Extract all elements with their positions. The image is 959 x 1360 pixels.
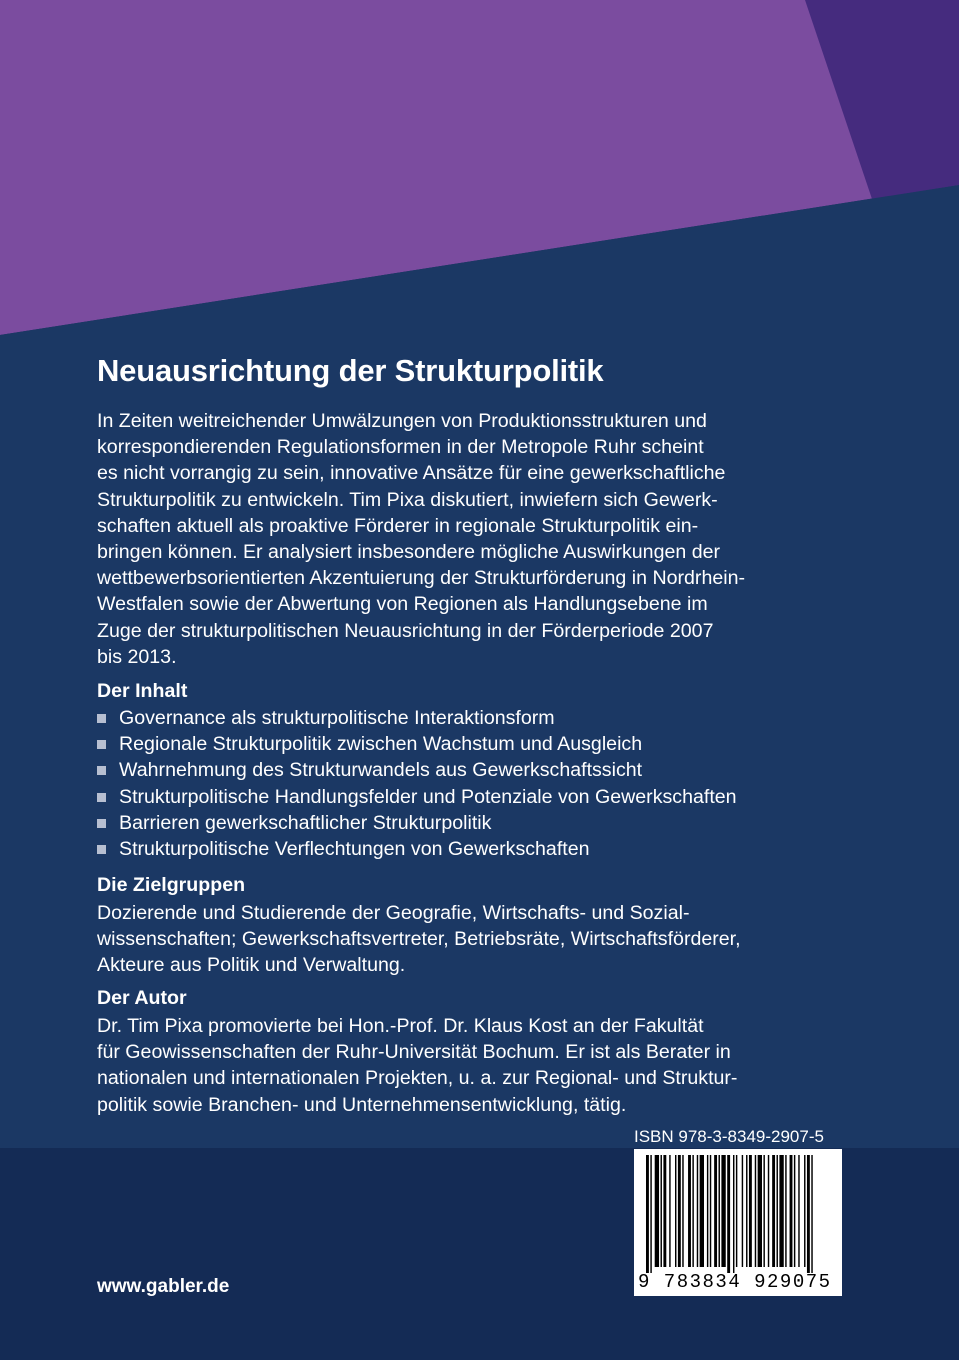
list-item-text: Strukturpolitische Handlungsfelder und Potenziale von Gewerkschaften bbox=[119, 785, 737, 808]
intro-line: Westfalen sowie der Abwertung von Regionen als Handlungsebene im bbox=[97, 593, 708, 616]
list-item bbox=[97, 836, 737, 862]
barcode-bar bbox=[768, 1155, 769, 1267]
list-item-text: Governance als strukturpolitische Interaktionsform bbox=[119, 707, 555, 729]
contents-heading: Der Inhalt bbox=[97, 680, 188, 702]
intro-line: Zuge der strukturpolitischen Neuausrichtung in der Förderperiode 2007 bbox=[97, 619, 714, 642]
barcode-bar bbox=[777, 1155, 778, 1267]
barcode-bar bbox=[772, 1155, 775, 1267]
list-item bbox=[97, 731, 737, 757]
author-paragraph bbox=[97, 1013, 857, 1118]
isbn-label: ISBN 978-3-8349-2907-5 bbox=[634, 1127, 824, 1146]
barcode-bar bbox=[746, 1155, 747, 1267]
barcode-bar bbox=[798, 1155, 799, 1267]
barcode-bar bbox=[675, 1155, 676, 1267]
square-bullet-icon bbox=[97, 714, 106, 723]
list-item-text: Barrieren gewerkschaftlicher Strukturpolitik bbox=[119, 811, 492, 834]
publisher-url[interactable]: www.gabler.de bbox=[97, 1276, 230, 1297]
barcode-bar bbox=[755, 1155, 756, 1267]
barcode-bar bbox=[763, 1155, 764, 1267]
barcode-bar bbox=[804, 1155, 805, 1267]
barcode-bar bbox=[646, 1155, 649, 1273]
list-item-text: Wahrnehmung des Strukturwandels aus Gewerkschaftssicht bbox=[119, 759, 643, 782]
barcode-digits: 9 783834 929075 bbox=[638, 1271, 832, 1293]
intro-line: In Zeiten weitreichender Umwälzungen von Produktionsstrukturen und bbox=[97, 410, 707, 432]
square-bullet-icon bbox=[97, 740, 106, 749]
audience-line: Dozierende und Studierende der Geografie, Wirtschafts- und Sozial- bbox=[97, 902, 690, 924]
author-line: nationalen und internationalen Projekten, u. a. zur Regional- und Struktur- bbox=[97, 1067, 738, 1090]
book-title: Neuausrichtung der Strukturpolitik bbox=[97, 353, 604, 388]
audience-heading: Die Zielgruppen bbox=[97, 874, 246, 896]
barcode-bar bbox=[719, 1155, 720, 1267]
barcode-bar bbox=[790, 1155, 793, 1267]
barcode-bar bbox=[682, 1155, 683, 1267]
barcode-bar bbox=[700, 1155, 704, 1267]
list-item bbox=[97, 705, 737, 731]
audience-line: Akteure aus Politik und Verwaltung. bbox=[97, 954, 406, 977]
square-bullet-icon bbox=[97, 766, 106, 775]
contents-list bbox=[97, 705, 737, 862]
barcode-bar bbox=[807, 1155, 810, 1273]
barcode-bar bbox=[650, 1155, 651, 1273]
barcode bbox=[634, 1149, 842, 1296]
intro-line: Strukturpolitik zu entwickeln. Tim Pixa diskutiert, inwiefern sich Gewerk- bbox=[97, 488, 718, 511]
barcode-bar bbox=[655, 1155, 659, 1267]
barcode-bar bbox=[733, 1155, 734, 1273]
barcode-bar bbox=[663, 1155, 666, 1267]
square-bullet-icon bbox=[97, 793, 106, 802]
intro-line: es nicht vorrangig zu sein, innovative Ansätze für eine gewerkschaftliche bbox=[97, 462, 726, 485]
barcode-bar bbox=[710, 1155, 711, 1267]
barcode-bar bbox=[785, 1155, 786, 1267]
author-line: für Geowissenschaften der Ruhr-Universität Bochum. Er ist als Berater in bbox=[97, 1041, 731, 1064]
barcode-bar bbox=[758, 1155, 762, 1267]
list-item-text: Regionale Strukturpolitik zwischen Wachstum und Ausgleich bbox=[119, 733, 643, 756]
barcode-bar bbox=[721, 1155, 725, 1267]
list-item bbox=[97, 810, 737, 836]
barcode-bar bbox=[707, 1155, 708, 1267]
barcode-bar bbox=[692, 1155, 693, 1267]
square-bullet-icon bbox=[97, 819, 106, 828]
barcode-bar bbox=[779, 1155, 783, 1267]
barcode-bar bbox=[749, 1155, 752, 1267]
intro-paragraph bbox=[97, 408, 857, 670]
intro-line: wettbewerbsorientierten Akzentuierung der Strukturförderung in Nordrhein- bbox=[97, 567, 746, 590]
barcode-bar bbox=[736, 1155, 737, 1267]
list-item-text: Strukturpolitische Verflechtungen von Gewerkschaften bbox=[119, 838, 590, 861]
intro-line: schaften aktuell als proaktive Förderer in regionale Strukturpolitik ein- bbox=[97, 514, 699, 537]
barcode-bar bbox=[661, 1155, 662, 1267]
author-line: Dr. Tim Pixa promovierte bei Hon.-Prof. Dr. Klaus Kost an der Fakultät bbox=[97, 1015, 704, 1037]
author-line: politik sowie Branchen- und Unternehmensentwicklung, tätig. bbox=[97, 1093, 627, 1116]
barcode-bar bbox=[727, 1155, 730, 1273]
square-bullet-icon bbox=[97, 845, 106, 854]
barcode-bar bbox=[811, 1155, 812, 1273]
audience-paragraph bbox=[97, 900, 857, 979]
barcode-bar bbox=[794, 1155, 795, 1267]
list-item bbox=[97, 757, 737, 783]
barcode-bar bbox=[669, 1155, 670, 1267]
intro-line: bis 2013. bbox=[97, 645, 177, 668]
audience-line: wissenschaften; Gewerkschaftsvertreter, Betriebsräte, Wirtschaftsförderer, bbox=[97, 928, 741, 951]
intro-line: bringen können. Er analysiert insbesondere mögliche Auswirkungen der bbox=[97, 541, 721, 564]
author-heading: Der Autor bbox=[97, 987, 187, 1009]
barcode-bar bbox=[714, 1155, 717, 1267]
barcode-bar bbox=[688, 1155, 691, 1267]
barcode-bar bbox=[742, 1155, 743, 1267]
barcode-bar bbox=[678, 1155, 681, 1267]
barcode-bar bbox=[697, 1155, 698, 1267]
intro-line: korrespondierenden Regulationsformen in der Metropole Ruhr scheint bbox=[97, 436, 704, 459]
list-item bbox=[97, 784, 737, 810]
